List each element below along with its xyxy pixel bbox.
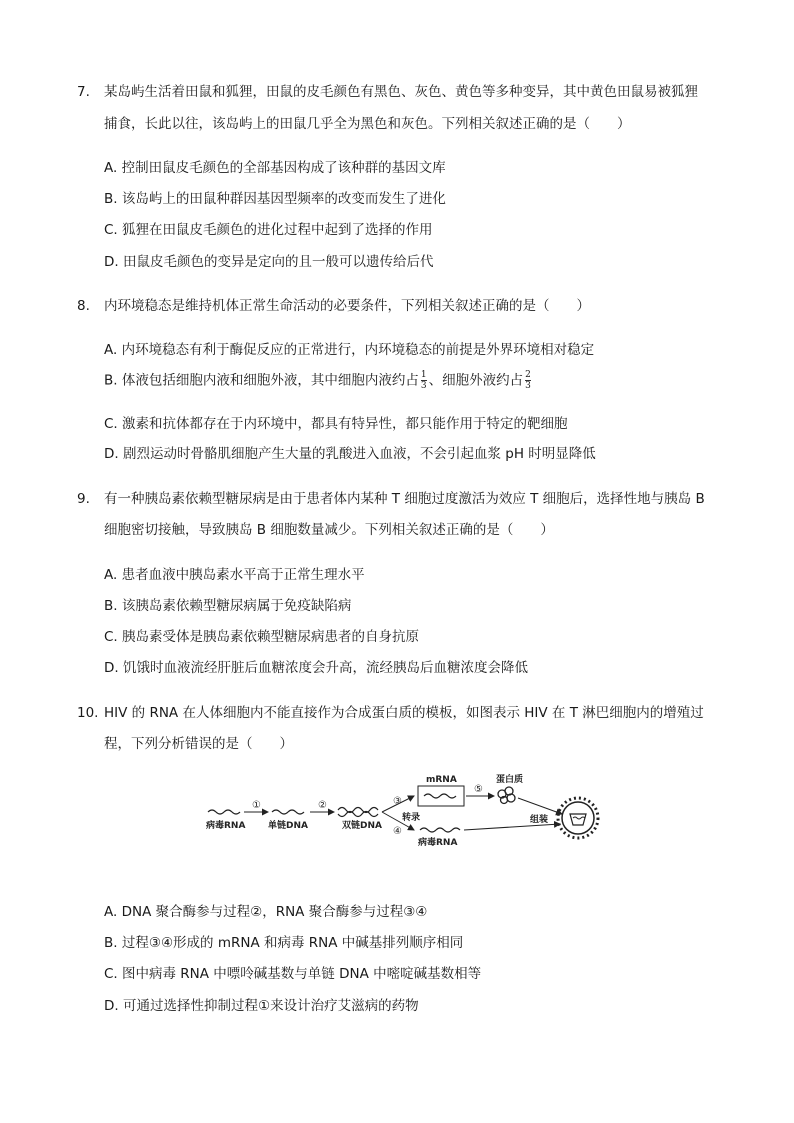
- step-5: ⑤: [474, 784, 483, 795]
- label-mrna: mRNA: [426, 775, 457, 785]
- question-number: 9.: [77, 491, 90, 507]
- hiv-replication-diagram: [200, 770, 610, 860]
- label-ssdna: 单链DNA: [268, 821, 308, 831]
- option-a: A. 控制田鼠皮毛颜色的全部基因构成了该种群的基因文库: [104, 160, 446, 176]
- question-stem-line: 某岛屿生活着田鼠和狐狸，田鼠的皮毛颜色有黑色、灰色、黄色等多种变异，其中黄色田鼠易被狐狸: [104, 84, 698, 100]
- option-b-text: B. 体液包括细胞内液和细胞外液，其中细胞内液约占: [104, 372, 419, 389]
- option-d: D. 田鼠皮毛颜色的变异是定向的且一般可以遗传给后代: [104, 254, 434, 270]
- option-d: D. 剧烈运动时骨骼肌细胞产生大量的乳酸进入血液，不会引起血浆 pH 时明显降低: [104, 446, 596, 462]
- label-protein: 蛋白质: [496, 775, 524, 785]
- label-dsdna: 双链DNA: [342, 821, 382, 831]
- label-viral-rna: 病毒RNA: [206, 821, 246, 831]
- fraction-one-third: $\frac{1}{3}$: [420, 370, 427, 391]
- viral-rna-strand-2: [420, 828, 460, 832]
- question-number: 10.: [77, 705, 99, 721]
- question-stem-line: 捕食，长此以往，该岛屿上的田鼠几乎全为黑色和灰色。下列相关叙述正确的是（ ）: [104, 116, 631, 132]
- option-a: A. 患者血液中胰岛素水平高于正常生理水平: [104, 567, 365, 583]
- protein-icon: [498, 787, 515, 804]
- step-2: ②: [318, 800, 327, 811]
- mrna-box: [418, 786, 464, 806]
- hiv-virion-icon: [558, 798, 598, 838]
- label-assembly: 组装: [530, 815, 549, 825]
- fraction-two-thirds: $\frac{2}{3}$: [525, 370, 531, 391]
- option-c: C. 狐狸在田鼠皮毛颜色的进化过程中起到了选择的作用: [104, 222, 433, 238]
- question-number: 8.: [77, 298, 90, 314]
- option-a: A. 内环境稳态有利于酶促反应的正常进行，内环境稳态的前提是外界环境相对稳定: [104, 342, 595, 358]
- option-b: B. 该岛屿上的田鼠种群因基因型频率的改变而发生了进化: [104, 191, 446, 207]
- dsdna-strand-b: [338, 812, 378, 817]
- option-d: D. 饥饿时血液流经肝脏后血糖浓度会升高，流经胰岛后血糖浓度会降低: [104, 660, 528, 676]
- question-stem-line: 有一种胰岛素依赖型糖尿病是由于患者体内某种 T 细胞过度激活为效应 T 细胞后，选择性地与胰岛 B: [104, 491, 705, 507]
- option-b-text: 、细胞外液约占: [428, 372, 524, 389]
- question-stem-line: 内环境稳态是维持机体正常生命活动的必要条件，下列相关叙述正确的是（ ）: [104, 298, 590, 314]
- mrna-strand: [424, 794, 456, 798]
- question-stem-line: 程，下列分析错误的是（ ）: [104, 736, 293, 752]
- option-b: B. 过程③④形成的 mRNA 和病毒 RNA 中碱基排列顺序相同: [104, 935, 464, 951]
- option-c: C. 图中病毒 RNA 中嘌呤碱基数与单链 DNA 中嘧啶碱基数相等: [104, 966, 482, 982]
- question-stem-line: HIV 的 RNA 在人体细胞内不能直接作为合成蛋白质的模板，如图表示 HIV 在 T 淋巴细胞内的增殖过: [104, 705, 704, 721]
- option-d: D. 可通过选择性抑制过程①来设计治疗艾滋病的药物: [104, 998, 419, 1014]
- step-3: ③: [393, 796, 402, 807]
- option-a: A. DNA 聚合酶参与过程②，RNA 聚合酶参与过程③④: [104, 904, 428, 920]
- question-number: 7.: [77, 84, 90, 100]
- step-1: ①: [252, 800, 261, 811]
- option-c: C. 胰岛素受体是胰岛素依赖型糖尿病患者的自身抗原: [104, 629, 420, 645]
- label-viral-rna-2: 病毒RNA: [418, 838, 458, 848]
- step-4: ④: [393, 826, 402, 837]
- question-stem-line: 细胞密切接触，导致胰岛 B 细胞数量减少。下列相关叙述正确的是（ ）: [104, 522, 554, 538]
- ssdna-strand: [272, 810, 304, 814]
- dsdna-strand-a: [338, 808, 378, 813]
- option-c: C. 激素和抗体都存在于内环境中，都具有特异性，都只能作用于特定的靶细胞: [104, 416, 568, 432]
- option-b: B. 该胰岛素依赖型糖尿病属于免疫缺陷病: [104, 598, 352, 614]
- option-b: [104, 370, 533, 391]
- label-transcription: 转录: [402, 813, 421, 823]
- viral-rna-strand: [208, 810, 240, 814]
